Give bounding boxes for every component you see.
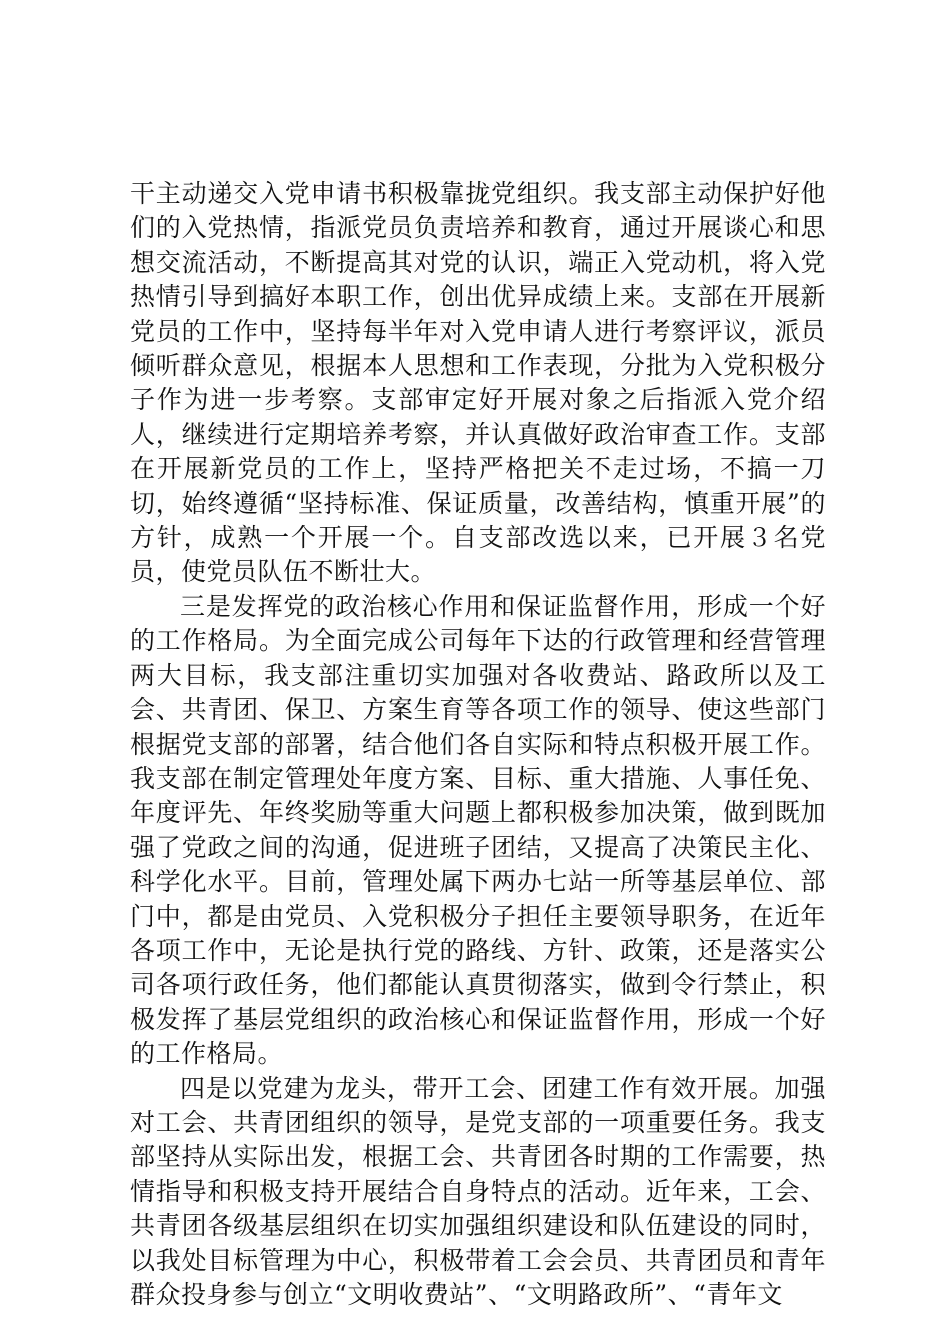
paragraph-four: 四是以党建为龙头，带开工会、团建工作有效开展。加强对工会、共青团组织的领导，是党支部的一项重要任务。我支部坚持从实际出发，根据工会、共青团各时期的工作需要，热情指导和积极支持开展结合自身特点的活动。近年来，工会、共青团各级基层组织在切实加强组织建设和队伍建设的同时，以我处目标管理为中心，积极带着工会会员、共青团员和青年群众投身参与创立“文明收费站”、“文明路政所”、“青年文 (130, 1073, 826, 1309)
paragraph-continued: 干主动递交入党申请书积极靠拢党组织。我支部主动保护好他们的入党热情，指派党员负责培养和教育，通过开展谈心和思想交流活动，不断提高其对党的认识，端正入党动机，将入党热情引导到搞好本职工作，创出优异成绩上来。支部在开展新党员的工作中，坚持每半年对入党申请人进行考察评议，派员倾听群众意见，根据本人思想和工作表现，分批为入党积极分子作为进一步考察。支部审定好开展对象之后指派入党介绍人，继续进行定期培养考察，并认真做好政治审查工作。支部在开展新党员的工作上，坚持严格把关不走过场，不搞一刀切，始终遵循“坚持标准、保证质量，改善结构，慎重开展”的方针，成熟一个开展一个。自支部改选以来，已开展３名党员，使党员队伍不断壮大。 (130, 179, 826, 587)
paragraph-three: 三是发挥党的政治核心作用和保证监督作用，形成一个好的工作格局。为全面完成公司每年下达的行政管理和经营管理两大目标，我支部注重切实加强对各收费站、路政所以及工会、共青团、保卫、方案生育等各项工作的领导、使这些部门根据党支部的部署，结合他们各自实际和特点积极开展工作。我支部在制定管理处年度方案、目标、重大措施、人事任免、年度评先、年终奖励等重大问题上都积极参加决策，做到既加强了党政之间的沟通，促进班子团结，又提高了决策民主化、科学化水平。目前，管理处属下两办七站一所等基层单位、部门中，都是由党员、入党积极分子担任主要领导职务，在近年各项工作中，无论是执行党的路线、方针、政策，还是落实公司各项行政任务，他们都能认真贯彻落实，做到令行禁止，积极发挥了基层党组织的政治核心和保证监督作用，形成一个好的工作格局。 (130, 591, 826, 1069)
document-body (130, 177, 826, 1312)
